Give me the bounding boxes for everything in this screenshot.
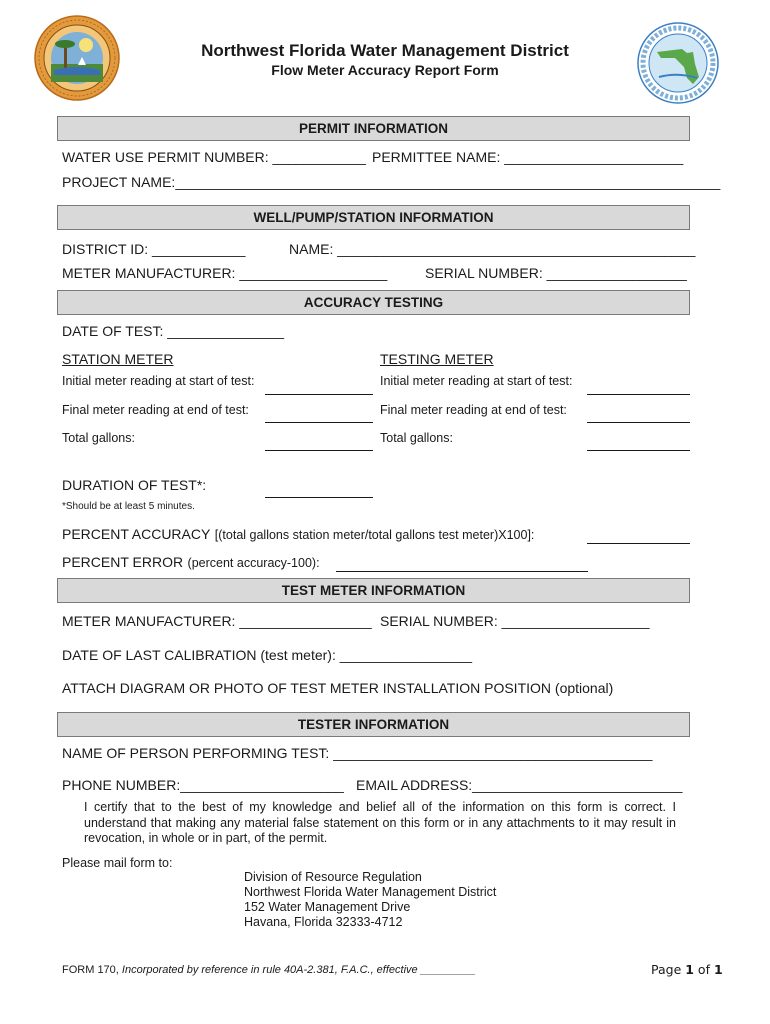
form-incorporation: Incorporated by reference in rule 40A-2.381, F.A.C., effective _________ (121, 964, 476, 976)
duration-of-test-input[interactable] (265, 497, 373, 498)
percent-accuracy-formula: [(total gallons station meter/total gallons test meter)X100]: (214, 528, 535, 542)
station-initial-input[interactable] (265, 394, 373, 395)
form-footer (62, 964, 476, 976)
testing-meter-heading: TESTING METER (380, 351, 494, 367)
page-number: 1 (685, 962, 694, 977)
well-name-field[interactable]: NAME: ______________________________________________ (289, 241, 696, 257)
water-use-permit-number-field[interactable]: WATER USE PERMIT NUMBER: ____________ (62, 149, 366, 165)
station-final-input[interactable] (265, 422, 373, 423)
percent-accuracy-input[interactable] (587, 543, 690, 544)
page-prefix: Page (651, 962, 686, 977)
mail-address-line4: Havana, Florida 32333-4712 (244, 915, 403, 929)
date-of-test-field[interactable]: DATE OF TEST: _______________ (62, 323, 285, 339)
page-title: Northwest Florida Water Management District (201, 41, 569, 60)
station-initial-label: Initial meter reading at start of test: (62, 374, 255, 388)
testing-final-label: Final meter reading at end of test: (380, 403, 567, 417)
section-well-pump-station: WELL/PUMP/STATION INFORMATION (57, 205, 690, 230)
phone-number-field[interactable]: PHONE NUMBER:_____________________ (62, 777, 344, 793)
permittee-name-field[interactable]: PERMITTEE NAME: _______________________ (372, 149, 684, 165)
meter-manufacturer-field[interactable]: METER MANUFACTURER: ___________________ (62, 265, 388, 281)
page-total: 1 (713, 962, 723, 977)
certification-statement: I certify that to the best of my knowledge and belief all of the information on this form is correct. I understand that making any material false statement on this form or in any attachments to it may result in revocation, in whole or in part, of the permit. (84, 800, 676, 845)
section-tester-information: TESTER INFORMATION (57, 712, 690, 737)
station-total-input[interactable] (265, 450, 373, 451)
page-subtitle: Flow Meter Accuracy Report Form (271, 62, 499, 78)
district-id-field[interactable]: DISTRICT ID: ____________ (62, 241, 246, 257)
serial-number-field[interactable]: SERIAL NUMBER: __________________ (425, 265, 687, 281)
station-meter-heading: STATION METER (62, 351, 174, 367)
email-address-field[interactable]: EMAIL ADDRESS:___________________________ (356, 777, 683, 793)
attach-diagram-note: ATTACH DIAGRAM OR PHOTO OF TEST METER INSTALLATION POSITION (optional) (62, 680, 614, 696)
testing-total-label: Total gallons: (380, 431, 453, 445)
station-final-label: Final meter reading at end of test: (62, 403, 249, 417)
percent-error-formula: (percent accuracy-100): (187, 556, 320, 570)
project-name-field[interactable]: PROJECT NAME:______________________________________________________________________ (62, 174, 721, 190)
station-total-label: Total gallons: (62, 431, 135, 445)
section-permit-information: PERMIT INFORMATION (57, 116, 690, 141)
duration-note: *Should be at least 5 minutes. (62, 501, 195, 512)
percent-error-label: PERCENT ERROR (62, 554, 184, 570)
duration-of-test-label: DURATION OF TEST*: (62, 477, 207, 493)
form-number: FORM 170, (62, 964, 122, 976)
page-of: of (693, 962, 714, 977)
mail-address-line2: Northwest Florida Water Management District (244, 885, 497, 899)
testing-initial-label: Initial meter reading at start of test: (380, 374, 573, 388)
percent-error-row (62, 554, 320, 572)
mail-address-line3: 152 Water Management Drive (244, 900, 411, 914)
mail-prompt: Please mail form to: (62, 856, 173, 870)
percent-accuracy-label: PERCENT ACCURACY (62, 526, 211, 542)
percent-accuracy-row (62, 526, 534, 544)
last-calibration-field[interactable]: DATE OF LAST CALIBRATION (test meter): _________________ (62, 647, 473, 663)
test-meter-serial-field[interactable]: SERIAL NUMBER: ___________________ (380, 613, 650, 629)
mail-address-line1: Division of Resource Regulation (244, 870, 422, 884)
test-meter-manufacturer-field[interactable]: METER MANUFACTURER: _________________ (62, 613, 372, 629)
page-indicator (651, 962, 723, 977)
percent-error-input[interactable] (336, 571, 588, 572)
tester-name-field[interactable]: NAME OF PERSON PERFORMING TEST: _________________________________________ (62, 745, 653, 761)
testing-initial-input[interactable] (587, 394, 690, 395)
testing-final-input[interactable] (587, 422, 690, 423)
section-accuracy-testing: ACCURACY TESTING (57, 290, 690, 315)
testing-total-input[interactable] (587, 450, 690, 451)
section-test-meter-information: TEST METER INFORMATION (57, 578, 690, 603)
